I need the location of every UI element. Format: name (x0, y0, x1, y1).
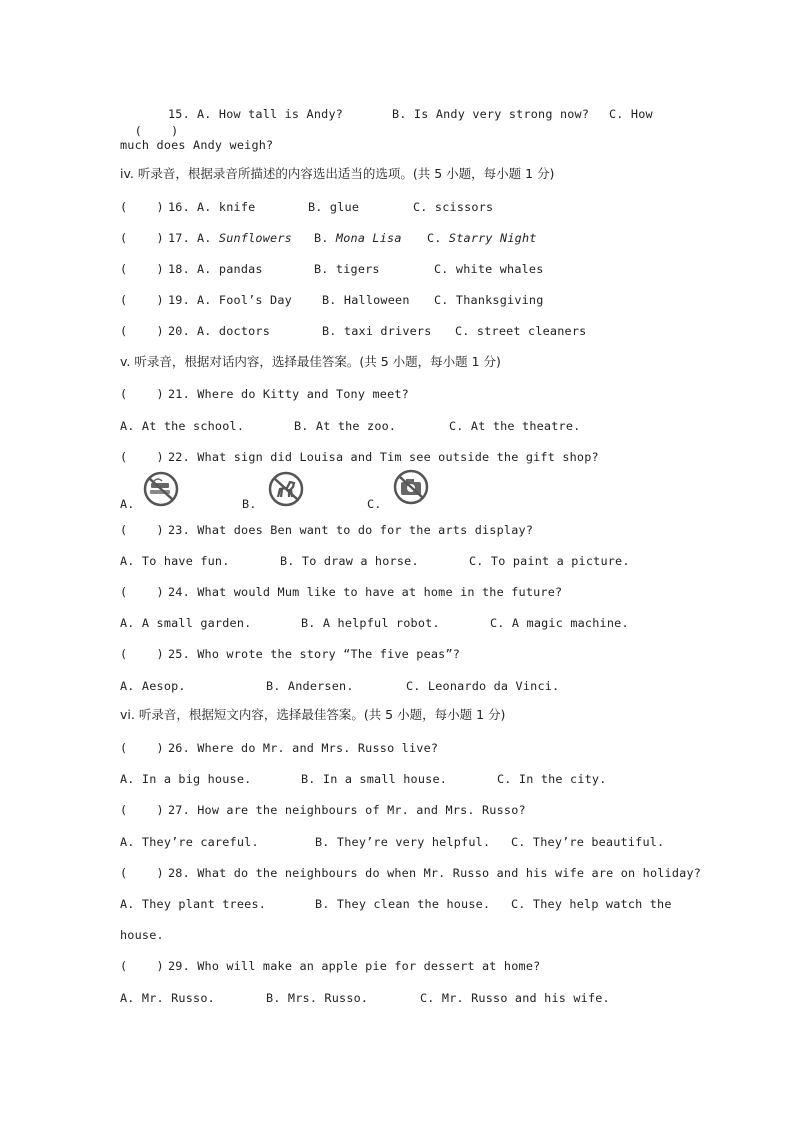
question-22-text: 22. What sign did Louisa and Tim see outside the gift shop? (168, 450, 599, 464)
option-b: B. To draw a horse. (280, 554, 419, 568)
answer-blank: ( ) (134, 124, 179, 138)
option-a: A. Aesop. (120, 679, 186, 693)
option-c-label: C. (367, 497, 382, 511)
option-a: A. doctors (197, 324, 271, 338)
option-b: B. taxi drivers (322, 324, 432, 338)
answer-blank: ( ) (120, 585, 164, 599)
option-c: C. street cleaners (455, 324, 587, 338)
answer-blank: ( ) (120, 959, 164, 973)
option-b-label: B. (242, 497, 257, 511)
question-28-text: 28. What do the neighbours do when Mr. Russo and his wife are on holiday? (168, 866, 702, 880)
option-c: C. scissors (413, 200, 494, 214)
option-a: A. knife (197, 200, 256, 214)
option-c: C. A magic machine. (490, 616, 629, 630)
no-dogs-sign-icon (263, 471, 309, 507)
question-18-number: 18. (168, 262, 190, 276)
section-vi-heading: vi. 听录音，根据短文内容，选择最佳答案。(共 5 小题，每小题 1 分) (120, 707, 506, 722)
question-26-text: 26. Where do Mr. and Mrs. Russo live? (168, 741, 439, 755)
answer-blank: ( ) (120, 231, 164, 245)
question-27-text: 27. How are the neighbours of Mr. and Mrs. Russo? (168, 803, 526, 817)
option-c: C. Leonardo da Vinci. (406, 679, 560, 693)
option-b: B. Andersen. (266, 679, 354, 693)
option-a (197, 231, 292, 245)
option-c: C. In the city. (497, 772, 607, 786)
no-food-sign-icon (138, 471, 184, 507)
answer-blank: ( ) (120, 200, 164, 214)
option-a: A. At the school. (120, 419, 245, 433)
answer-blank: ( ) (120, 523, 164, 537)
option-a: A. They’re careful. (120, 835, 259, 849)
answer-blank: ( ) (120, 450, 164, 464)
answer-blank: ( ) (120, 803, 164, 817)
option-c: C. Thanksgiving (434, 293, 544, 307)
option-c: C. To paint a picture. (469, 554, 630, 568)
question-19-number: 19. (168, 293, 190, 307)
question-23-text: 23. What does Ben want to do for the arts display? (168, 523, 534, 537)
option-b-text: Mona Lisa (335, 231, 402, 245)
answer-blank: ( ) (120, 866, 164, 880)
no-photography-sign-icon (388, 469, 434, 505)
option-c: C. They’re beautiful. (511, 835, 665, 849)
question-29-text: 29. Who will make an apple pie for dessert at home? (168, 959, 541, 973)
option-c (427, 231, 537, 245)
option-letter: C. (427, 231, 449, 245)
option-a: A. Mr. Russo. (120, 991, 215, 1005)
option-b: B. They’re very helpful. (315, 835, 491, 849)
answer-blank: ( ) (120, 293, 164, 307)
option-b: B. In a small house. (301, 772, 448, 786)
option-c-continued: house. (120, 928, 164, 942)
option-letter: B. (314, 231, 336, 245)
option-a: A. A small garden. (120, 616, 252, 630)
option-c-text: Starry Night (448, 231, 537, 245)
option-c: C. white whales (434, 262, 544, 276)
answer-blank: ( ) (120, 387, 164, 401)
option-b: B. They clean the house. (315, 897, 491, 911)
section-v-heading: v. 听录音，根据对话内容，选择最佳答案。(共 5 小题，每小题 1 分) (120, 354, 501, 369)
question-25-text: 25. Who wrote the story “The five peas”? (168, 647, 461, 661)
question-21-text: 21. Where do Kitty and Tony meet? (168, 387, 409, 401)
answer-blank: ( ) (120, 741, 164, 755)
question-15-number: 15. (168, 107, 190, 121)
option-a-text: Sunflowers (218, 231, 292, 245)
option-c: C. They help watch the (511, 897, 672, 911)
option-a: A. pandas (197, 262, 263, 276)
answer-blank: ( ) (120, 324, 164, 338)
option-a: A. How tall is Andy? (197, 107, 344, 121)
question-20-number: 20. (168, 324, 190, 338)
option-b: B. tigers (314, 262, 380, 276)
answer-blank: ( ) (120, 262, 164, 276)
answer-blank: ( ) (120, 647, 164, 661)
question-16-number: 16. (168, 200, 190, 214)
option-a: A. To have fun. (120, 554, 230, 568)
option-c: C. How (609, 107, 653, 121)
option-b: B. At the zoo. (294, 419, 397, 433)
option-letter: A. (197, 231, 219, 245)
section-iv-heading: iv. 听录音，根据录音所描述的内容选出适当的选项。(共 5 小题，每小题 1 分) (120, 166, 555, 181)
option-b: B. Halloween (322, 293, 410, 307)
option-b: B. glue (308, 200, 360, 214)
option-c: C. At the theatre. (449, 419, 581, 433)
option-a: A. They plant trees. (120, 897, 267, 911)
question-24-text: 24. What would Mum like to have at home in the future? (168, 585, 563, 599)
option-c-continued: much does Andy weigh? (120, 138, 274, 152)
option-b: B. Mrs. Russo. (266, 991, 369, 1005)
option-a: A. Fool’s Day (197, 293, 292, 307)
question-17-number: 17. (168, 231, 190, 245)
option-c: C. Mr. Russo and his wife. (420, 991, 610, 1005)
option-a: A. In a big house. (120, 772, 252, 786)
option-b (314, 231, 402, 245)
option-a-label: A. (120, 497, 135, 511)
option-b: B. Is Andy very strong now? (392, 107, 590, 121)
option-b: B. A helpful robot. (301, 616, 440, 630)
